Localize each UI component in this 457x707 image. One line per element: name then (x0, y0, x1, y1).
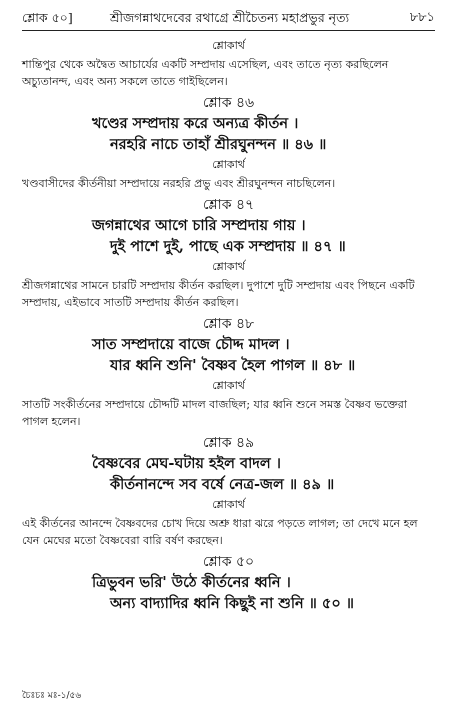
translation-label: শ্লোকার্থ (212, 379, 245, 392)
verse-text (22, 215, 435, 257)
verse-heading: শ্লোক ৪৭ (202, 197, 255, 213)
verse-line: দুই পাশে দুই, পাছে এক সম্প্রদায় ॥ ৪৭ ॥ (110, 238, 346, 255)
verse-line: খণ্ডের সম্প্রদায় করে অন্যত্র কীর্তন । (92, 115, 299, 132)
verse-text (22, 334, 435, 376)
translation-label: শ্লোকার্থ (212, 39, 245, 52)
verse-line: সাত সম্প্রদায়ে বাজে চৌদ্দ মাদল । (92, 336, 290, 353)
verse-line: জগন্নাথের আগে চারি সম্প্রদায় গায় । (92, 217, 306, 234)
page-content (22, 36, 435, 614)
translation-text: খণ্ডবাসীদের কীর্তনীয়া সম্প্রদায়ে নরহরি প্রভু এবং শ্রীরঘুনন্দন নাচছিলেন। (22, 177, 336, 190)
page-footer-signature: চৈঃচঃ মঃ-১/৫৬ (22, 691, 82, 701)
verse-line: কীর্তনানন্দে সব বর্ষে নেত্র-জল ॥ ৪৯ ॥ (110, 476, 335, 493)
verse-line: ত্রিভুবন ভরি' উঠে কীর্তনের ধ্বনি । (92, 574, 291, 591)
translation-text: শান্তিপুর থেকে অদ্বৈত আচার্যের একটি সম্প্রদায় এসেছিল, এবং তাতে নৃত্য করছিলেন অচ্যুতানন্দ, এবং অন্য সকলে তাতে গাইছিলেন। (22, 58, 389, 88)
verse-line: অন্য বাদ্যাদির ধ্বনি কিছুই না শুনি ॥ ৫০ ॥ (110, 595, 355, 612)
verse-text (22, 572, 435, 614)
verse-heading: শ্লোক ৫০ (202, 554, 255, 570)
translation-label: শ্লোকার্থ (212, 158, 245, 171)
page-header (22, 8, 435, 31)
translation-label: শ্লোকার্থ (212, 498, 245, 511)
header-verse-range: শ্লোক ৫০] (22, 10, 73, 25)
verse-line: বৈষ্ণবের মেঘ-ঘটায় হইল বাদল । (92, 455, 281, 472)
header-chapter-title: শ্রীজগন্নাথদেবের রথাগ্রে শ্রীচৈতন্য মহাপ্রভুর নৃত্য (110, 10, 350, 25)
verse-line: যার ধ্বনি শুনি' বৈষ্ণব হৈল পাগল ॥ ৪৮ ॥ (110, 357, 356, 374)
translation-text: সাতটি সংকীর্তনের সম্প্রদায়ে চৌদ্দটি মাদল বাজছিল; যার ধ্বনি শুনে সমস্ত বৈষ্ণব ভক্তেরা পাগল হলেন। (22, 398, 407, 428)
translation-text: এই কীর্তনের আনন্দে বৈষ্ণবদের চোখ দিয়ে অশ্রু ধারা ঝরে পড়তে লাগল; তা দেখে মনে হল যেন মেঘের মতো বৈষ্ণবেরা বারি বর্ষণ করছেন। (22, 517, 418, 547)
verse-text (22, 453, 435, 495)
verse-heading: শ্লোক ৪৯ (202, 435, 255, 451)
translation-text: শ্রীজগন্নাথের সামনে চারটি সম্প্রদায় কীর্তন করছিল। দুপাশে দুটি সম্প্রদায় এবং পিছনে একটি সম্প্রদায়, এইভাবে সাতটি সম্প্রদায় কীর্তন করছিল। (22, 279, 415, 309)
verse-line: নরহরি নাচে তাহাঁ শ্রীরঘুনন্দন ॥ ৪৬ ॥ (110, 136, 327, 153)
verse-text (22, 113, 435, 155)
translation-label: শ্লোকার্থ (212, 260, 245, 273)
verse-heading: শ্লোক ৪৬ (202, 95, 255, 111)
verse-heading: শ্লোক ৪৮ (202, 316, 255, 332)
page-number: ৮৮১ (409, 10, 435, 25)
